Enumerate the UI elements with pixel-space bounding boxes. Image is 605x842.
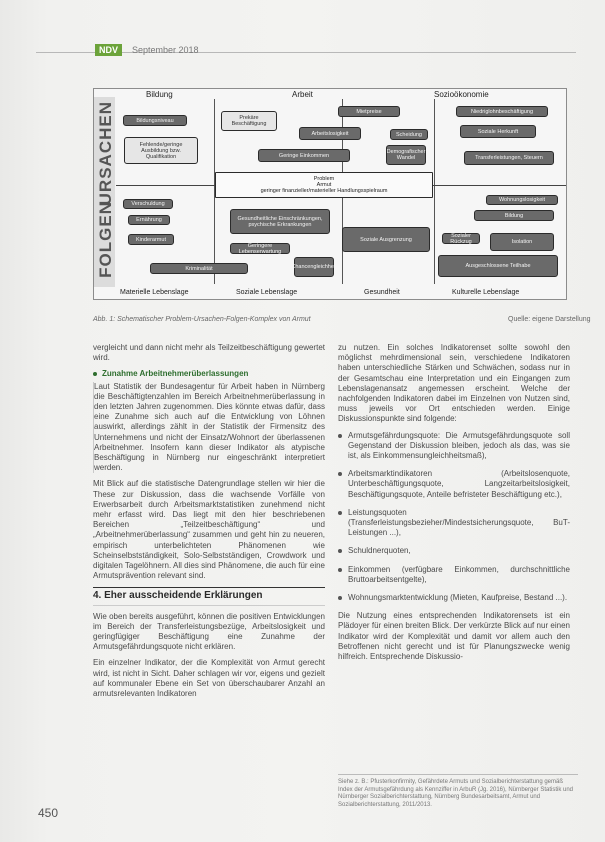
figure-caption: Abb. 1: Schematischer Problem-Ursachen-Folgen-Komplex von Armut	[93, 316, 311, 323]
consequence-box: Soziale Ausgrenzung	[342, 227, 430, 252]
paragraph: Laut Statistik der Bundesagentur für Arbeit haben in Nürnberg die Beschäftigtenzahlen im Bereich Arbeitnehmerüberlassung in den letzten Jahren zugenommen. Dies könnte etwas dafür, dass eine Zunahme sich auch auf die Entwicklung von Löhnen auswirkt, allerdings zählt in der Statistik der Firmensitz des Unternehmens und nicht der Einsatz/Wohnort der überlassenen Arbeitnehmer. Insofern kann dieser Indikator als atypische Beschäftigung in Nürnberg nur eingeschränkt interpretiert werden.	[94, 381, 325, 473]
cause-box: Fehlende/geringe Ausbildung bzw. Qualifikation	[124, 137, 198, 164]
consequence-box: Sozialer Rückzug	[442, 233, 480, 244]
consequence-box: Ernährung	[128, 215, 170, 225]
consequence-box: Isolation	[490, 233, 554, 251]
footnote: Siehe z. B.: Pfusterkonfirmity, Gefährdete Armuts und Sozialberichterstattung gemäß Index der Armutsgefährdung als Kennziffer in ArbuR (Jg. 2016), Nürnberger Statistik und Nürnberger Sozialberichterstattung, Nürnberg Bundesarbeitsamt, Armut und Sozialberichterstattung, 2011/2013.	[338, 774, 578, 809]
cause-box: Geringe Einkommen	[258, 149, 350, 162]
paragraph: vergleicht und dann nicht mehr als Teilzeitbeschäftigung gewertet wird.	[93, 343, 325, 363]
problem-box	[215, 172, 433, 198]
cause-box: Niedriglohnbeschäftigung	[456, 106, 548, 117]
journal-badge: NDV	[95, 44, 122, 56]
cause-box: Arbeitslosigkeit	[299, 127, 361, 140]
indicator-list	[338, 431, 570, 604]
paragraph: zu nutzen. Ein solches Indikatorenset sollte sowohl den möglichst mehrdimensional sein, verschiedene Indikatoren haben unterschiedliche Stärken und Schwächen, sodass nur in der Gesamtschau eine Interpretation und ein Eingangen zum Lebenslagenansatz angemessen erscheint. Welche der nachfolgenden Indikatoren dabei im Einzelnen von Nutzen sind, muss jeweils vor Ort entschieden werden. Einige Diskussionspunkte sind folgende:	[338, 343, 570, 424]
list-item: Einkommen (verfügbare Einkommen, durchschnittliche Bruttoarbeitsentgelte),	[338, 565, 570, 585]
column-header: Bildung	[146, 90, 173, 99]
paragraph: Die Nutzung eines entsprechenden Indikatorensets ist ein Plädoyer für einen breiten Blick. Der verkürzte Blick auf nur einen Indikator wird der Komplexität und damit vor allem auch den Betroffenen nicht gerecht und ist für Planungszwecke wenig hilfreich. Entsprechende Diskussio-	[338, 611, 570, 662]
cause-box: Prekäre Beschäftigung	[221, 111, 277, 131]
list-item: Arbeitsmarktindikatoren (Arbeitslosenquote, Unterbeschäftigungsquote, Langzeitarbeitslosigkeit, Beschäftigungsquote, Anteile befristeter Beschäftigung etc.),	[338, 469, 570, 500]
paragraph: Wie oben bereits ausgeführt, können die positiven Entwicklungen im Bereich der Transferleistungsbezüge, Arbeitslosigkeit und geringfügiger Beschäftigung eine Zunahme der Armutsgefährdungsquote nicht erklären.	[93, 611, 325, 652]
footer-label: Soziale Lebenslage	[236, 289, 298, 296]
column-header: Sozioökonomie	[434, 90, 489, 99]
consequence-box: Ausgeschlossene Teilhabe	[438, 255, 558, 277]
subheading-text: Zunahme Arbeitnehmerüberlassungen	[102, 369, 249, 379]
consequence-box: Bildung	[474, 210, 554, 221]
consequence-box: Verschuldung	[123, 199, 173, 209]
problem-title: Problem	[313, 176, 335, 182]
footer-label: Gesundheit	[364, 289, 400, 296]
list-item: Schuldnerquoten,	[338, 546, 570, 556]
bullet-icon	[93, 372, 97, 376]
list-item: Wohnungsmarktentwicklung (Mieten, Kaufpreise, Bestand ...).	[338, 593, 570, 603]
cause-box: Transferleistungen, Steuern	[464, 151, 554, 165]
left-column	[93, 343, 325, 705]
figure-diagram	[93, 88, 567, 300]
list-item: Leistungsquoten (Transferleistungsbezieher/Mindestsicherungsquote, BuT-Leistungen ...),	[338, 508, 570, 539]
page-number: 450	[38, 806, 59, 820]
cause-box: Mietpreise	[338, 106, 400, 117]
consequence-box: Wohnungslosigkeit	[486, 195, 558, 205]
column-header: Arbeit	[292, 90, 313, 99]
consequence-box: Geringere Lebenserwartung	[230, 243, 290, 254]
cause-box: Bildungsniveau	[123, 115, 187, 126]
column-divider	[434, 99, 435, 284]
problem-line: Armut	[316, 182, 332, 188]
consequence-box: Chancengleichheit	[294, 257, 334, 277]
paragraph: Ein einzelner Indikator, der die Komplexität von Armut gerecht wird, ist nicht in Sicht. Daher schlagen wir vor, eigens und gezielt auf kommunaler Ebene ein Set von überschaubarer Anzahl an armutsrelevanten Indikatoren	[93, 658, 325, 699]
figure-footer	[94, 285, 566, 299]
issue-date: September 2018	[132, 45, 199, 55]
consequence-box: Gesundheitliche Einschränkungen, psychische Erkrankungen	[230, 209, 330, 234]
cause-box: Soziale Herkunft	[460, 125, 536, 138]
footer-label: Materielle Lebenslage	[120, 289, 189, 296]
list-item: Armutsgefährdungsquote: Die Armutsgefährdungsquote soll Gegenstand der Diskussion bleiben, jedoch als das, was sie ist, als Einkommensungleichheitsmaß),	[338, 431, 570, 462]
problem-line: geringer finanzieller/materieller Handlungsspielraum	[260, 188, 388, 194]
right-column	[338, 343, 570, 668]
side-label-consequences: FOLGEN	[96, 201, 115, 278]
cause-box: Demografischer Wandel	[386, 145, 426, 165]
side-label-causes: URSACHEN	[96, 101, 115, 206]
figure-source: Quelle: eigene Darstellung	[508, 316, 591, 323]
section-title: 4. Eher ausscheidende Erklärungen	[93, 587, 325, 605]
paragraph: Mit Blick auf die statistische Datengrundlage stellen wir hier die These zur Diskussion, dass die wachsende Vorfälle von Erwerbsarbeit durch Arbeitsmarktstatistiken zunehmend nicht mehr erfasst wird. Das liegt mit den hier beschriebenen Bereichen „Teilzeitbeschäftigung“ und „Arbeitnehmerüberlassung“ zusammen und geht hin zu neueren, empirisch unterbelichteten Phänomenen wie Scheinselbstständigkeit, Solo-Selbstständigen, Crowdwork und digitalen Tagelöhnern. All dies sind Phänomene, die auch für eine Armutsprävention relevant sind.	[93, 479, 325, 581]
footer-label: Kulturelle Lebenslage	[452, 289, 520, 296]
cause-box: Scheidung	[390, 129, 428, 140]
consequence-box: Kriminalität	[150, 263, 248, 274]
consequence-box: Kinderarmut	[128, 234, 174, 245]
subheading	[93, 369, 325, 379]
